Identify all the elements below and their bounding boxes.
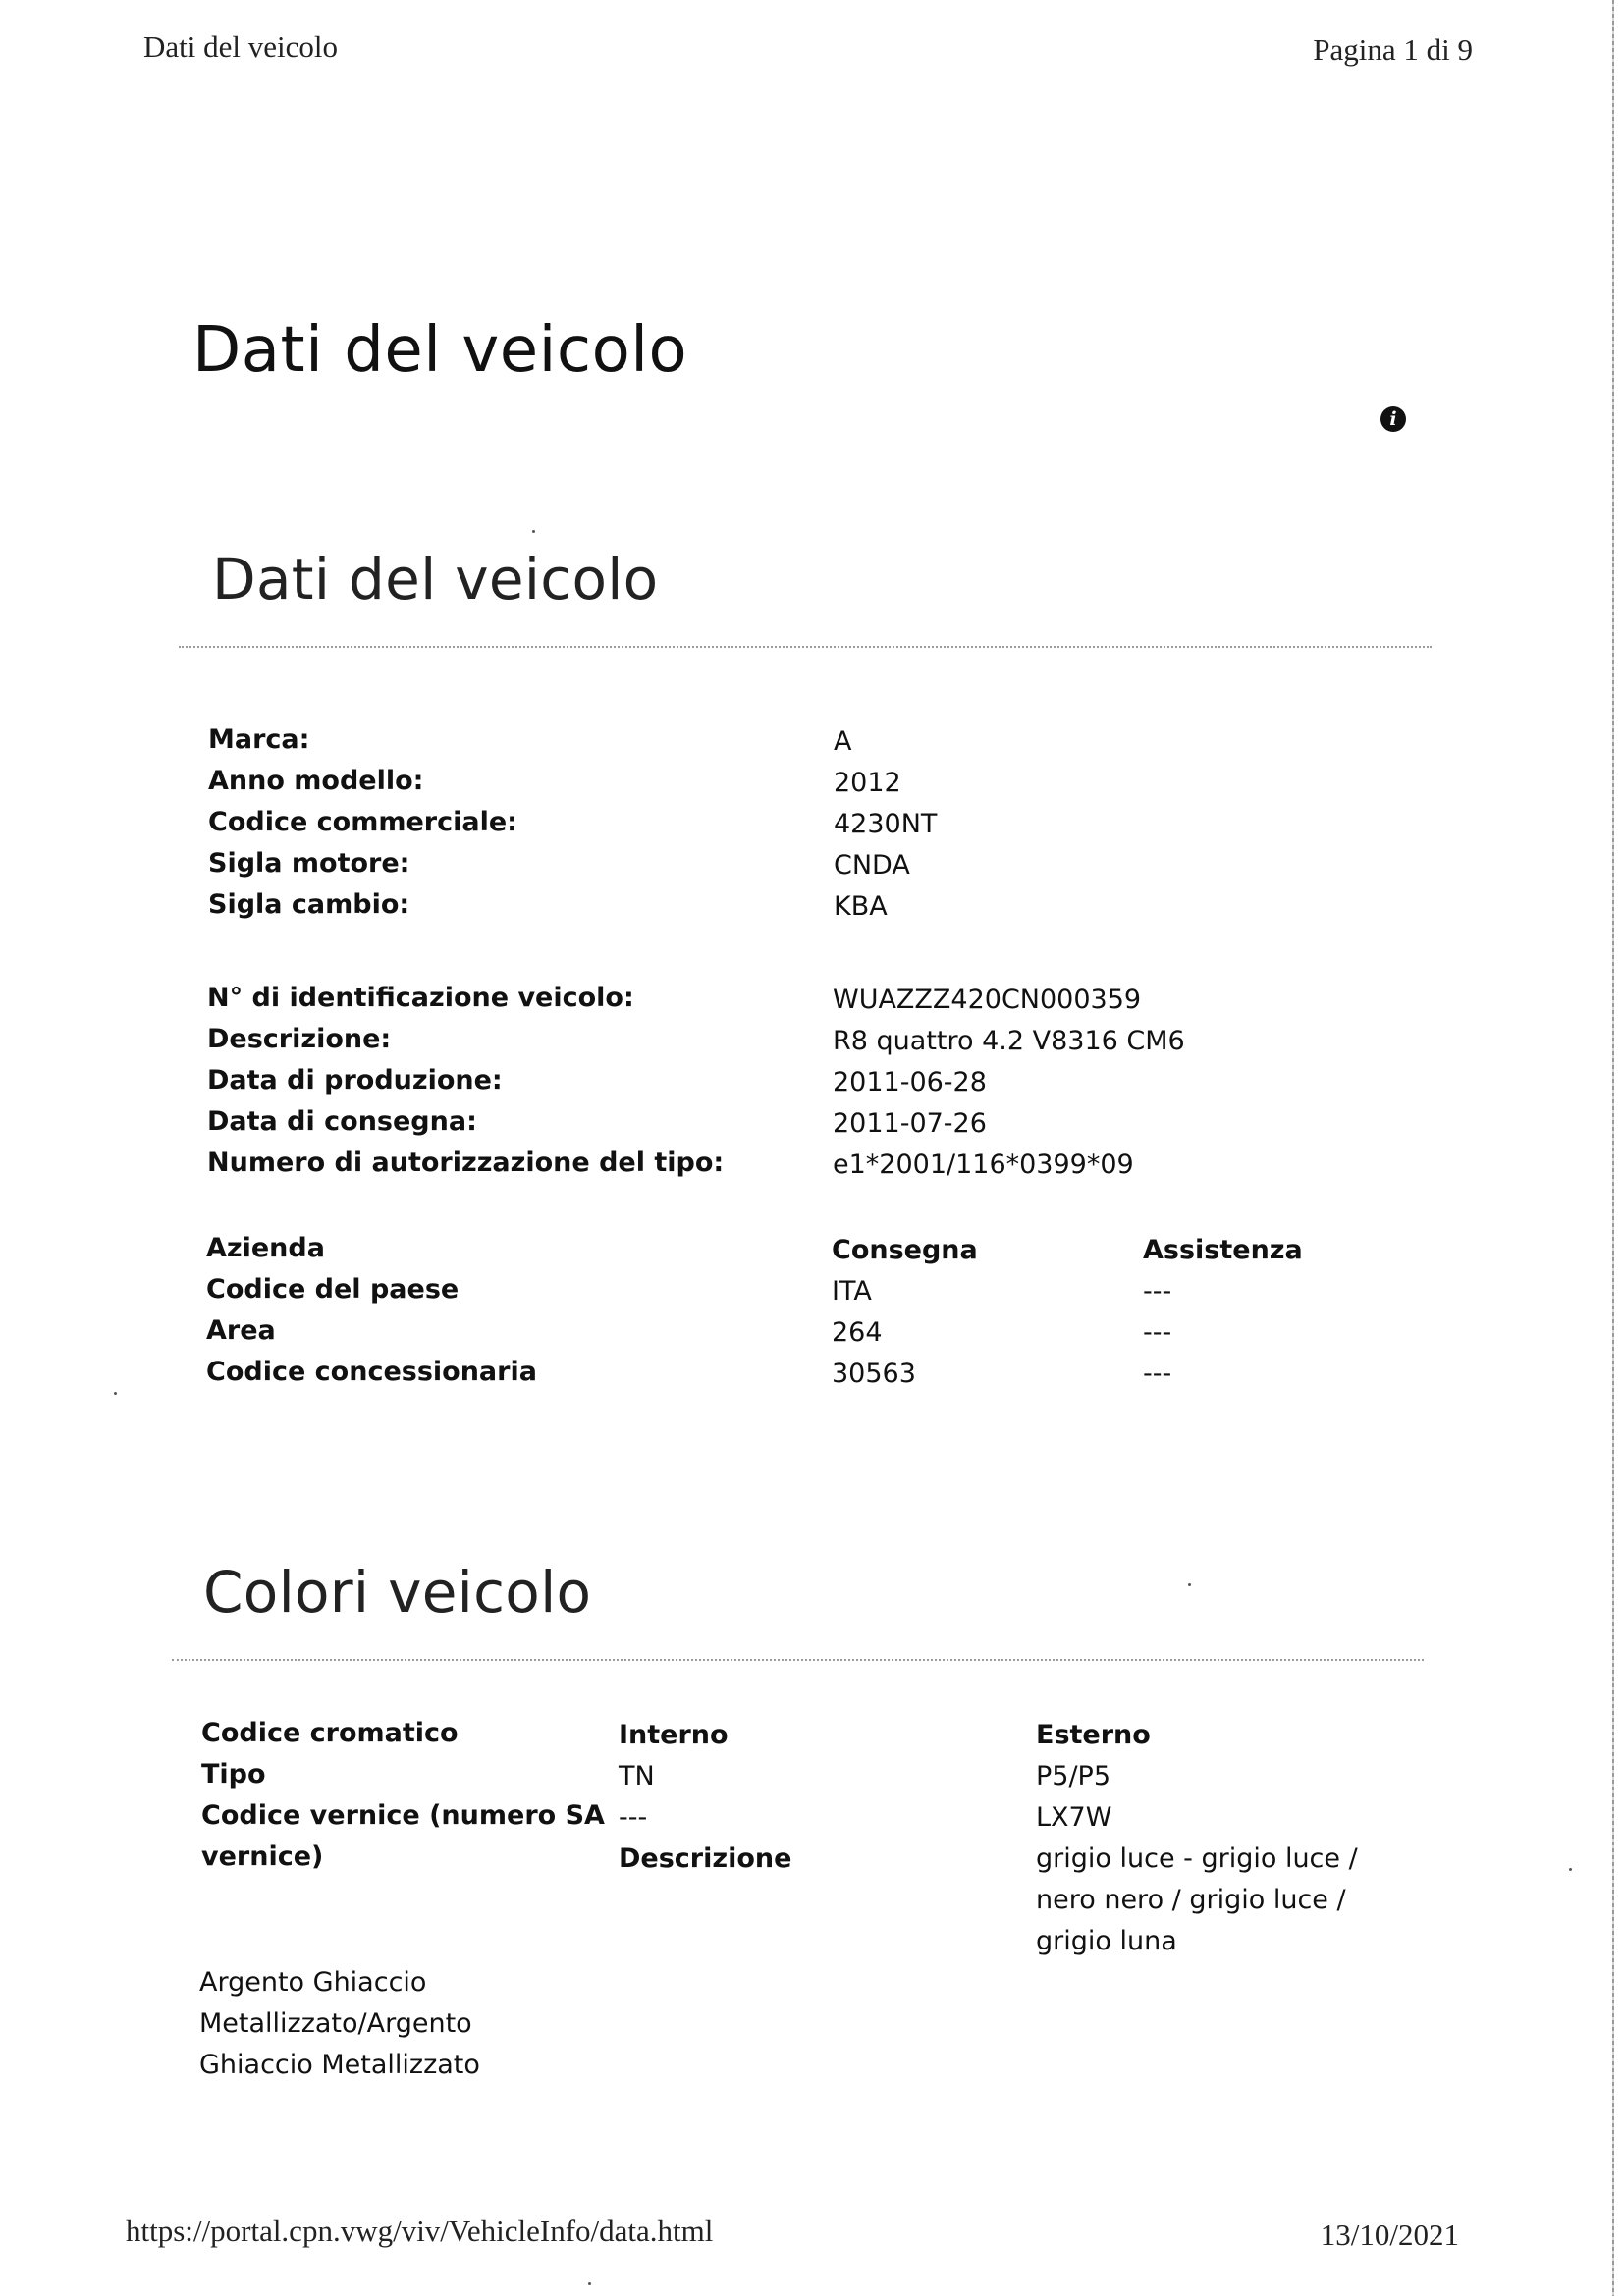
page-title: Dati del veicolo xyxy=(192,314,688,387)
info-icon[interactable]: i xyxy=(1380,406,1406,432)
value-exterior-description-3: grigio luna xyxy=(1036,1926,1177,1956)
value-exterior-paint-code: LX7W xyxy=(1036,1802,1112,1833)
label-country-code: Codice del paese xyxy=(206,1274,460,1305)
label-gearbox-code: Sigla cambio: xyxy=(208,889,410,920)
exterior-header: Esterno xyxy=(1036,1720,1151,1750)
interior-description-2: Metallizzato/Argento xyxy=(199,2008,472,2039)
value-delivery-date: 2011-07-26 xyxy=(833,1108,987,1139)
value-commercial-code: 4230NT xyxy=(834,809,938,839)
print-footer-url: https://portal.cpn.vwg/viv/VehicleInfo/data.html xyxy=(126,2214,714,2248)
label-model-year: Anno modello: xyxy=(208,766,424,796)
label-delivery-date: Data di consegna: xyxy=(207,1106,477,1137)
section-divider xyxy=(172,1659,1424,1661)
label-commercial-code: Codice commerciale: xyxy=(208,807,517,837)
label-production-date: Data di produzione: xyxy=(207,1065,503,1095)
label-dealer-code: Codice concessionaria xyxy=(206,1357,537,1387)
value-type-approval: e1*2001/116*0399*09 xyxy=(833,1149,1134,1180)
value-exterior-type: P5/P5 xyxy=(1036,1761,1111,1791)
value-vin: WUAZZZ420CN000359 xyxy=(833,985,1142,1015)
label-description: Descrizione: xyxy=(207,1024,392,1054)
scan-speck xyxy=(1188,1583,1191,1586)
print-header-title: Dati del veicolo xyxy=(143,29,338,64)
label-type-approval: Numero di autorizzazione del tipo: xyxy=(207,1148,725,1178)
value-production-date: 2011-06-28 xyxy=(833,1067,987,1097)
label-paint-code: Codice vernice (numero SA xyxy=(201,1800,605,1831)
print-page-number: Pagina 1 di 9 xyxy=(1313,32,1473,67)
label-paint-code-cont: vernice) xyxy=(201,1842,324,1872)
label-description: Descrizione xyxy=(619,1843,792,1874)
vehicle-section-title: Dati del veicolo xyxy=(212,546,659,613)
label-vin: N° di identificazione veicolo: xyxy=(207,983,634,1013)
colors-section-title: Colori veicolo xyxy=(203,1559,592,1626)
label-color-code: Codice cromatico xyxy=(201,1718,459,1748)
scan-speck xyxy=(114,1392,117,1395)
scan-edge-line xyxy=(1612,0,1614,2296)
value-gearbox-code: KBA xyxy=(834,891,888,922)
delivery-header: Consegna xyxy=(832,1235,978,1265)
value-country-service: --- xyxy=(1143,1276,1172,1307)
label-engine-code: Sigla motore: xyxy=(208,848,410,879)
company-header: Azienda xyxy=(206,1233,325,1263)
value-make: A xyxy=(834,726,852,757)
value-interior-type: TN xyxy=(619,1761,655,1791)
value-area-delivery: 264 xyxy=(832,1317,883,1348)
interior-description-1: Argento Ghiaccio xyxy=(199,1967,427,1998)
value-description: R8 quattro 4.2 V8316 CM6 xyxy=(833,1026,1185,1056)
value-engine-code: CNDA xyxy=(834,850,910,881)
label-make: Marca: xyxy=(208,724,310,755)
scan-speck xyxy=(1569,1868,1572,1871)
interior-header: Interno xyxy=(619,1720,729,1750)
value-interior-paint-code: --- xyxy=(619,1802,648,1833)
print-footer-date: 13/10/2021 xyxy=(1320,2217,1459,2252)
value-exterior-description-1: grigio luce - grigio luce / xyxy=(1036,1843,1358,1874)
value-model-year: 2012 xyxy=(834,768,901,798)
value-dealer-service: --- xyxy=(1143,1359,1172,1389)
interior-description-3: Ghiaccio Metallizzato xyxy=(199,2050,480,2080)
service-header: Assistenza xyxy=(1143,1235,1303,1265)
value-country-delivery: ITA xyxy=(832,1276,872,1307)
section-divider xyxy=(179,646,1432,648)
value-area-service: --- xyxy=(1143,1317,1172,1348)
label-type: Tipo xyxy=(201,1759,266,1789)
scan-speck xyxy=(588,2282,591,2285)
scan-speck xyxy=(532,530,535,533)
value-exterior-description-2: nero nero / grigio luce / xyxy=(1036,1885,1346,1915)
label-area: Area xyxy=(206,1315,276,1346)
value-dealer-delivery: 30563 xyxy=(832,1359,916,1389)
